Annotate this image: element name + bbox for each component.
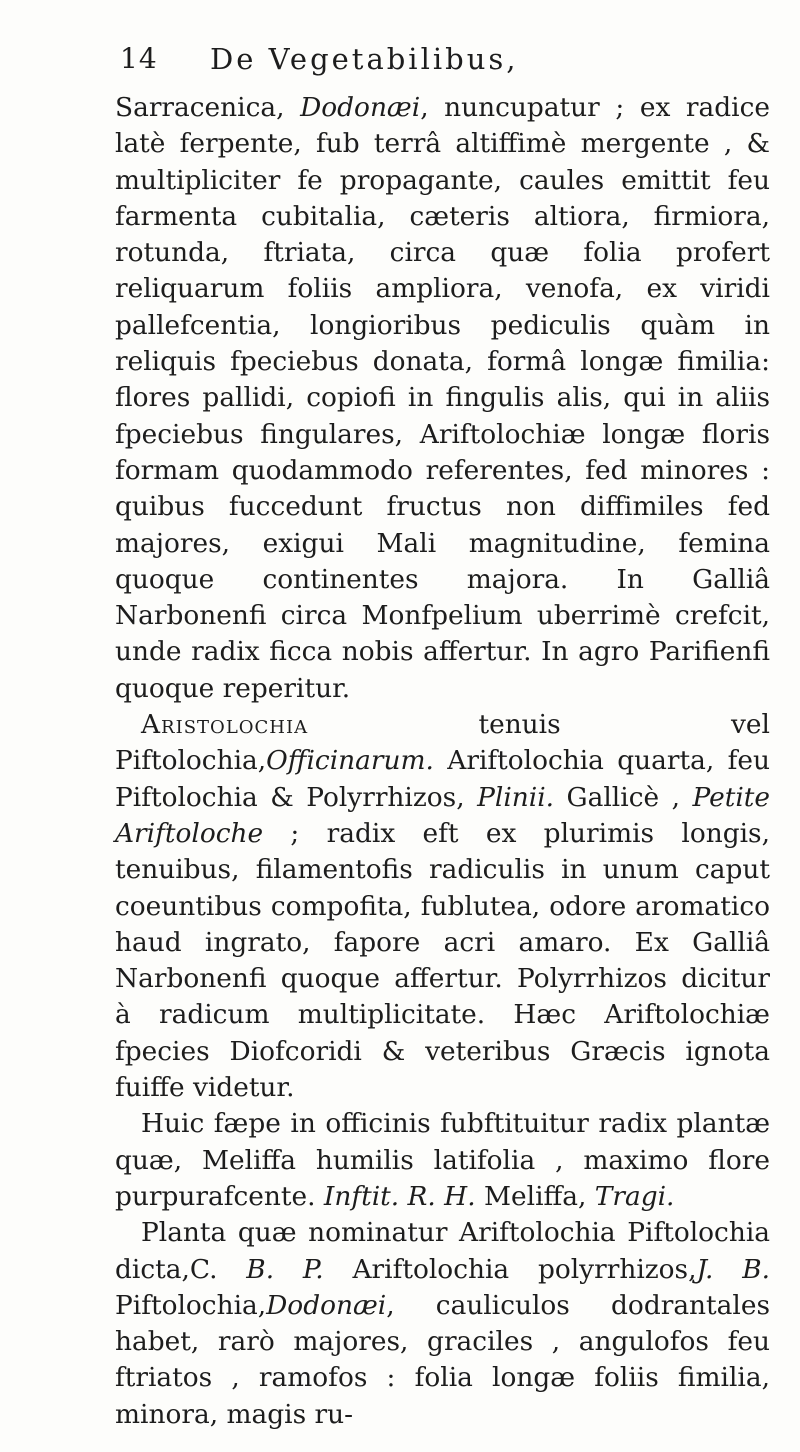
text-run-italic: Tragi.: [594, 1180, 675, 1212]
text-run-italic: Dodonæi: [300, 92, 421, 123]
page-number: 14: [120, 42, 158, 75]
text-run-italic: Officinarum.: [266, 745, 434, 777]
text-run: Ariftolochia quarta, feu Piftolochia & Polyrrhizos,: [115, 745, 770, 813]
body-text: [115, 90, 770, 1433]
text-run: Meliffa,: [475, 1180, 595, 1212]
text-run: Ariftolochia polyrrhizos,: [323, 1253, 697, 1285]
paragraph-aristolochia-tenuis: [115, 707, 770, 1106]
text-run: tenuis vel Piftolochia,: [115, 709, 770, 777]
text-run: , cauliculos dodrantales habet, rarò majores, graciles , angulofos feu ftriatos , ramofos : folia longæ foliis fimilia, minora, magis ru-: [115, 1289, 770, 1430]
paragraph-planta: [115, 1215, 770, 1433]
text-run: Planta quæ nominatur Ariftolochia Piftolochia dicta,C.: [115, 1217, 770, 1285]
text-run-italic: Plinii.: [477, 781, 555, 813]
text-run-italic: Petite Ariftoloche: [115, 781, 770, 849]
running-title: De Vegetabilibus,: [210, 42, 519, 76]
text-run: , nuncupatur ; ex radice latè ferpente, fub terrâ altiffimè mergente , & multipliciter fe propagante, caules emittit feu farmenta cubitalia, cæteris altiora, firmiora, rotunda, ftriata, circa quæ folia profert reliquarum foliis ampliora, venofa, ex viridi pallefcentia, longioribus pediculis quàm in reliquis fpeciebus donata, formâ longæ fimilia: flores pallidi, copiofi in fingulis alis, qui in aliis fpeciebus fingulares, Ariftolochiæ longæ floris formam quodammodo referentes, fed minores : quibus fuccedunt fructus non diffimiles fed majores, exigui Mali magnitudine, femina quoque continentes majora. In Galliâ Narbonenfi circa Monfpelium uberrimè crefcit, unde radix ficca nobis affertur. In agro Parifienfi quoque reperitur.: [115, 92, 771, 704]
text-run-italic: J. B.: [696, 1253, 770, 1285]
paragraph-sarracenica: [115, 90, 770, 707]
text-run-italic: Inftit. R. H.: [323, 1180, 476, 1212]
text-run: ; radix eft ex plurimis longis, tenuibus, filamentofis radiculis in unum caput coeuntibus compofita, fublutea, odore aromatico haud ingrato, fapore acri amaro. Ex Galliâ Narbonenfi quoque affertur. Polyrrhizos dicitur à radicum multiplicitate. Hæc Ariftolochiæ fpecies Diofcoridi & veteribus Græcis ignota fuiffe videtur.: [115, 817, 770, 1104]
text-run: Sarracenica,: [115, 92, 301, 123]
text-run: Gallicè ,: [554, 781, 693, 813]
text-run: Piftolochia,: [115, 1289, 267, 1321]
paragraph-substitute: [115, 1106, 770, 1215]
page-header: [120, 42, 760, 82]
text-run-italic: Dodonæi: [266, 1289, 387, 1321]
text-run: Huic fæpe in officinis fubftituitur radix plantæ quæ, Meliffa humilis latifolia , maximo flore purpurafcente.: [115, 1108, 770, 1212]
entry-heading: Aristolochia: [141, 709, 309, 741]
text-run-italic: B. P.: [246, 1253, 324, 1285]
